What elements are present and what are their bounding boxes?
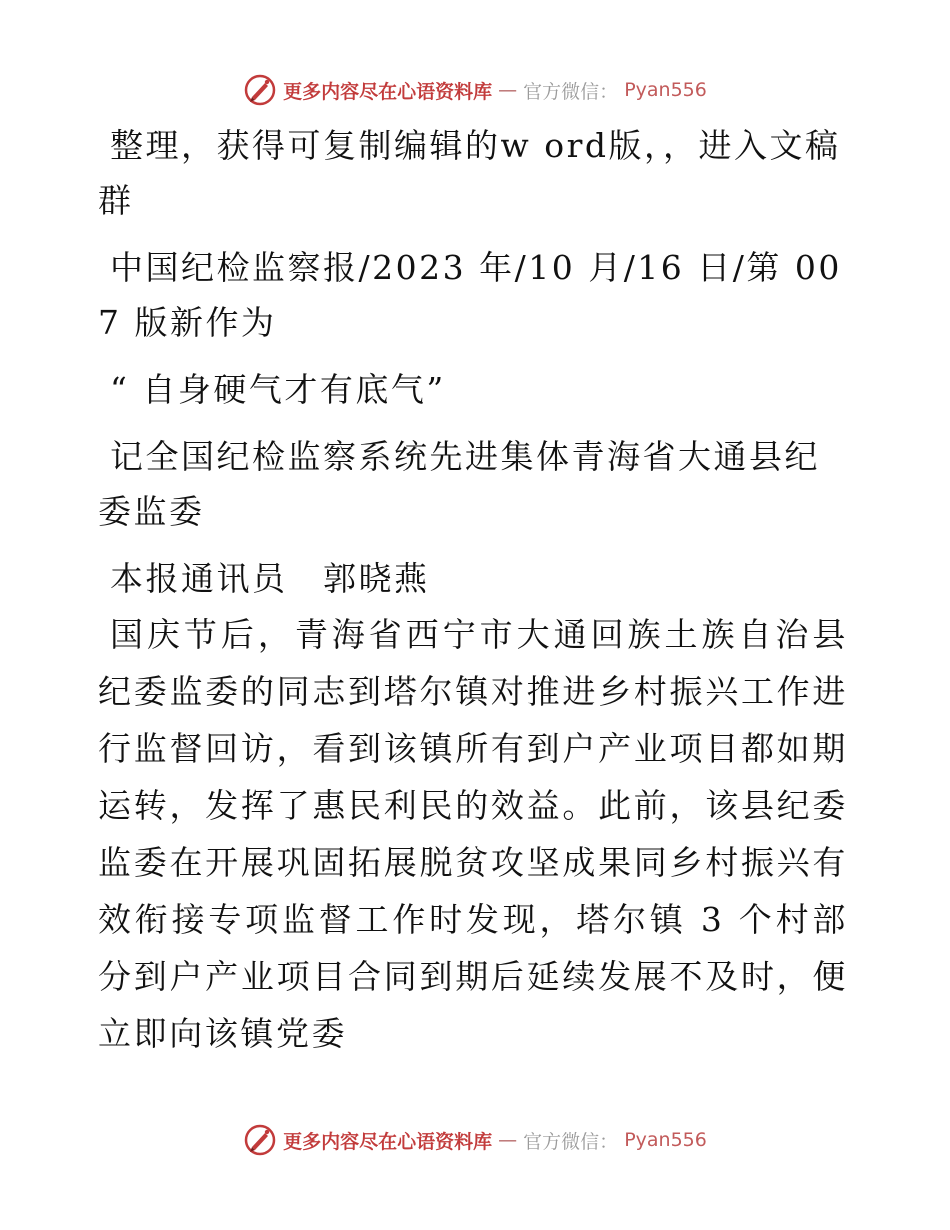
watermark-site-text: 更多内容尽在心语资料库 xyxy=(283,1130,493,1153)
footer-watermark xyxy=(0,1120,950,1160)
watermark-dash: — xyxy=(498,1129,518,1151)
header-watermark xyxy=(0,70,950,110)
intro-line: 整理，获得可复制编辑的w ord版，，进入文稿群 xyxy=(98,126,841,220)
pen-logo-icon xyxy=(243,73,277,107)
watermark-site-text: 更多内容尽在心语资料库 xyxy=(283,80,493,103)
watermark-dash: — xyxy=(498,79,518,101)
article-paragraph: 国庆节后，青海省西宁市大通回族土族自治县纪委监委的同志到塔尔镇对推进乡村振兴工作进行监督回访，看到该镇所有到户产业项目都如期运转，发挥了惠民利民的效益。此前，该县纪委监委在开展巩固拓展脱贫攻坚成果同乡村振兴有效衔接专项监督工作时发现，塔尔镇 3 个村部分到户产业项目合同到期后延续发展不及时，便立即向该镇党委 xyxy=(98,615,848,1053)
watermark-label: 官方微信： xyxy=(523,80,619,103)
article-title: “ 自身硬气才有底气” xyxy=(110,370,446,409)
article-subtitle: 记全国纪检监察系统先进集体青海省大通县纪委监委 xyxy=(98,437,820,531)
source-line: 中国纪检监察报/2023 年/10 月/16 日/第 007 版新作为 xyxy=(98,248,842,342)
document-body xyxy=(98,118,848,1062)
watermark-wechat-id: Pyan556 xyxy=(624,1129,707,1151)
watermark-wechat-id: Pyan556 xyxy=(624,79,707,101)
watermark-label: 官方微信： xyxy=(523,1130,619,1153)
byline: 本报通讯员 郭晓燕 xyxy=(110,559,430,598)
pen-logo-icon xyxy=(243,1123,277,1157)
